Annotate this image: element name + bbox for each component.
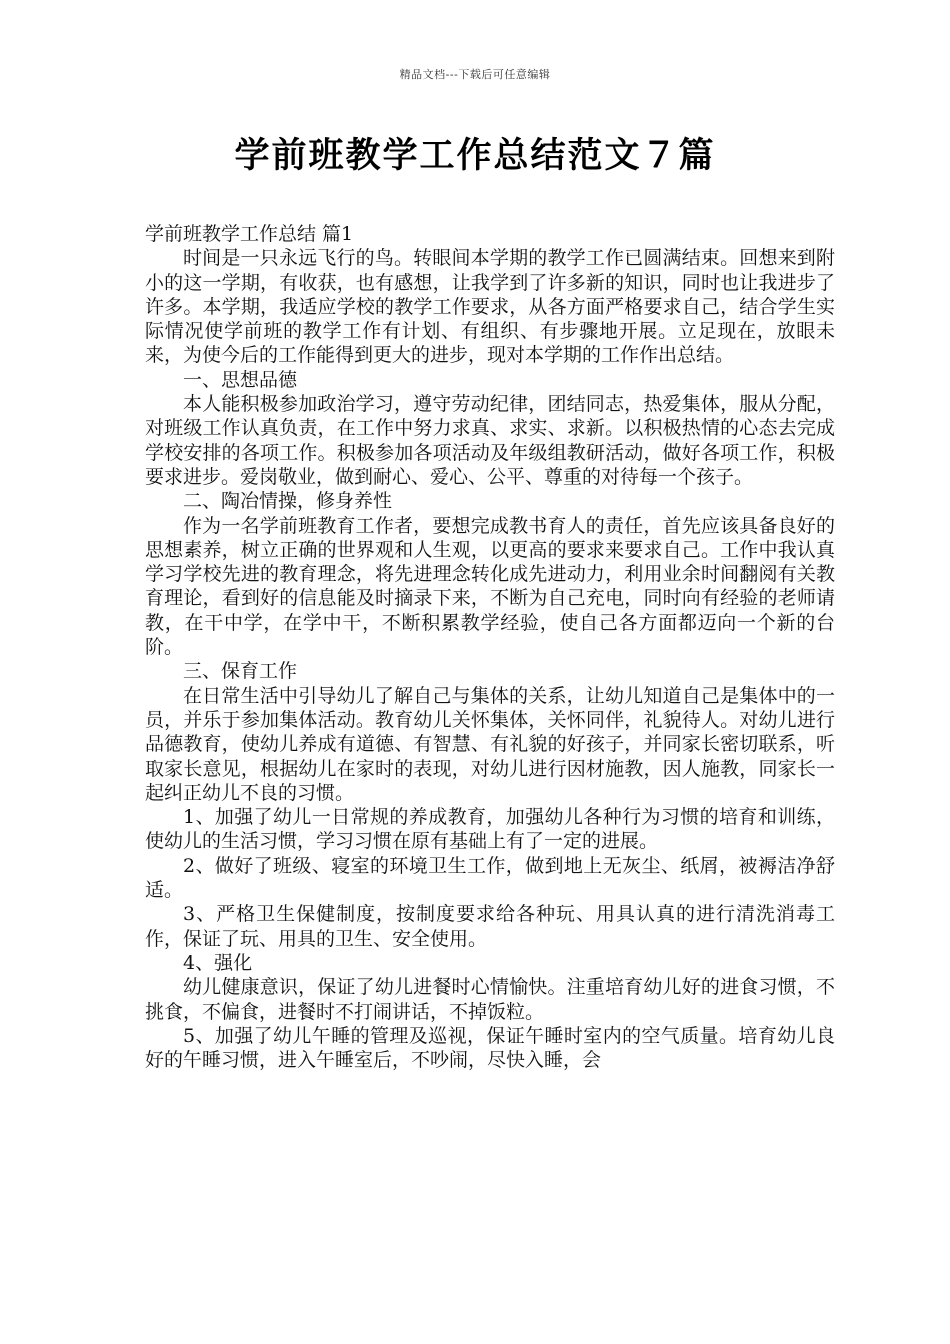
section-label: 学前班教学工作总结 篇1 xyxy=(145,223,354,245)
paragraph: 1、加强了幼儿一日常规的养成教育，加强幼儿各种行为习惯的培育和训练，使幼儿的生活习惯，学习习惯在原有基础上有了一定的进展。 xyxy=(145,806,835,853)
paragraph: 5、加强了幼儿午睡的管理及巡视，保证午睡时室内的空气质量。培育幼儿良好的午睡习惯，进入午睡室后，不吵闹，尽快入睡，会 xyxy=(145,1024,835,1072)
header-note: 精品文档---下载后可任意编辑 xyxy=(399,68,551,81)
section-heading: 二、陶冶情操，修身养性 xyxy=(183,490,393,513)
section-heading: 一、思想品德 xyxy=(183,368,298,391)
document-title: 学前班教学工作总结范文７篇 xyxy=(234,136,716,176)
section-heading: 4、强化 xyxy=(183,951,253,974)
paragraph: 时间是一只永远飞行的鸟。转眼间本学期的教学工作已圆满结束。回想来到附小的这一学期，有收获，也有感想，让我学到了许多新的知识，同时也让我进步了许多。本学期，我适应学校的教学工作要求，从各方面严格要求自己，结合学生实际情况使学前班的教学工作有计划、有组织、有步骤地开展。立足现在，放眼未来，为使今后的工作能得到更大的进步，现对本学期的工作作出总结。 xyxy=(145,247,835,367)
paragraph: 2、做好了班级、寝室的环境卫生工作，做到地上无灰尘、纸屑，被褥洁净舒适。 xyxy=(145,854,835,902)
paragraph: 本人能积极参加政治学习，遵守劳动纪律，团结同志，热爱集体，服从分配，对班级工作认真负责，在工作中努力求真、求实、求新。以积极热情的心态去完成学校安排的各项工作。积极参加各项活动及年级组教研活动，做好各项工作，积极要求进步。爱岗敬业，做到耐心、爱心、公平、尊重的对待每一个孩子。 xyxy=(145,393,835,488)
document-body xyxy=(145,222,835,1072)
section-heading: 三、保育工作 xyxy=(183,660,298,683)
paragraph: 3、严格卫生保健制度，按制度要求给各种玩、用具认真的进行清洗消毒工作，保证了玩、用具的卫生、安全使用。 xyxy=(145,903,835,950)
paragraph: 作为一名学前班教育工作者，要想完成教书育人的责任，首先应该具备良好的思想素养，树立正确的世界观和人生观，以更高的要求来要求自己。工作中我认真学习学校先进的教育理念，将先进理念转化成先进动力，利用业余时间翻阅有关教育理论，看到好的信息能及时摘录下来，不断为自己充电，同时向有经验的老师请教，在干中学，在学中干，不断积累教学经验，使自己各方面都迈向一个新的台阶。 xyxy=(145,514,835,659)
paragraph: 幼儿健康意识，保证了幼儿进餐时心情愉快。注重培育幼儿好的进食习惯，不挑食，不偏食，进餐时不打闹讲话，不掉饭粒。 xyxy=(145,976,835,1023)
paragraph: 在日常生活中引导幼儿了解自己与集体的关系，让幼儿知道自己是集体中的一员，并乐于参加集体活动。教育幼儿关怀集体，关怀同伴，礼貌待人。对幼儿进行品德教育，使幼儿养成有道德、有智慧、有礼貌的好孩子，并同家长密切联系，听取家长意见，根据幼儿在家时的表现，对幼儿进行因材施教，因人施教，同家长一起纠正幼儿不良的习惯。 xyxy=(145,684,835,804)
